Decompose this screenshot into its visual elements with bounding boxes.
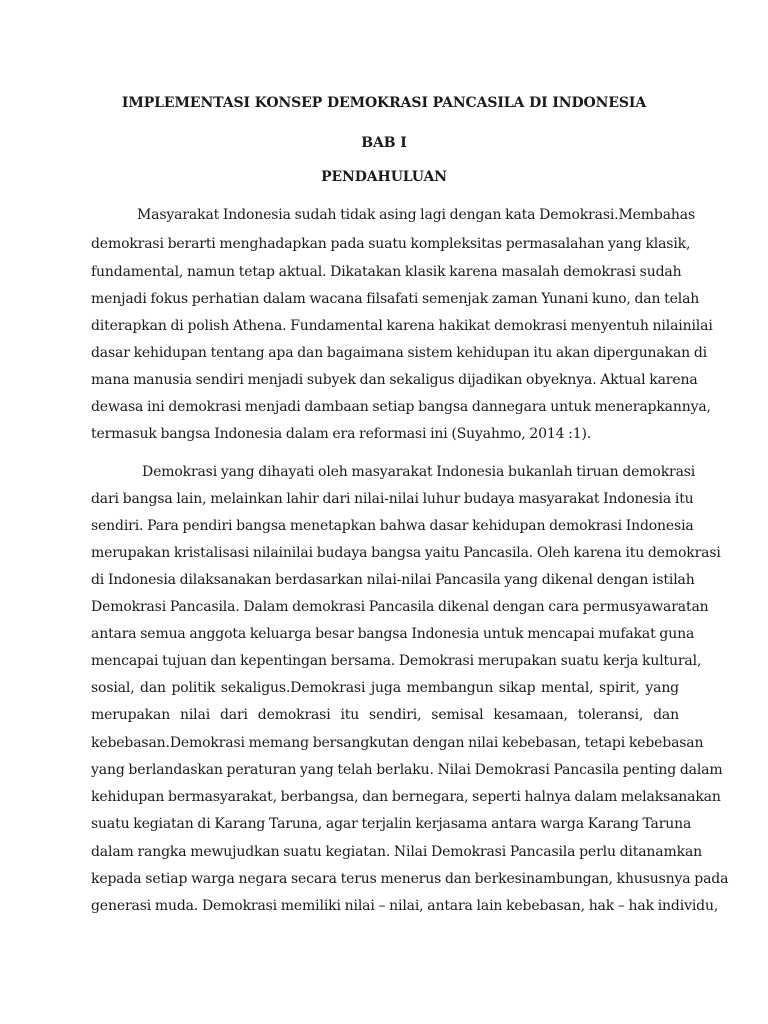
paragraph-line: Demokrasi yang dihayati oleh masyarakat Indonesia bukanlah tiruan demokrasi bbox=[142, 464, 696, 480]
paragraph-line: kebebasan.Demokrasi memang bersangkutan dengan nilai kebebasan, tetapi kebebasan bbox=[91, 735, 704, 751]
paragraph-line: demokrasi berarti menghadapkan pada suatu kompleksitas permasalahan yang klasik, bbox=[91, 236, 691, 252]
paragraph-line: dari bangsa lain, melainkan lahir dari nilai-nilai luhur budaya masyarakat Indonesia itu bbox=[91, 491, 694, 507]
paragraph-line: dasar kehidupan tentang apa dan bagaimana sistem kehidupan itu akan dipergunakan di bbox=[91, 345, 707, 361]
paragraph-line: mencapai tujuan dan kepentingan bersama. Demokrasi merupakan suatu kerja kultural, bbox=[91, 653, 702, 669]
paragraph-line: Masyarakat Indonesia sudah tidak asing lagi dengan kata Demokrasi.Membahas bbox=[137, 207, 696, 223]
section-heading: PENDAHULUAN bbox=[321, 169, 447, 185]
paragraph-line: Demokrasi Pancasila. Dalam demokrasi Pancasila dikenal dengan cara permusyawaratan bbox=[91, 599, 709, 615]
paragraph-line: merupakan nilai dari demokrasi itu sendiri, semisal kesamaan, toleransi, dan bbox=[91, 707, 679, 723]
document-title: IMPLEMENTASI KONSEP DEMOKRASI PANCASILA DI INDONESIA bbox=[121, 95, 647, 111]
paragraph-line: kehidupan bermasyarakat, berbangsa, dan bernegara, seperti halnya dalam melaksanakan bbox=[91, 789, 721, 805]
paragraph-line: termasuk bangsa Indonesia dalam era reformasi ini (Suyahmo, 2014 :1). bbox=[91, 426, 592, 442]
chapter-heading: BAB I bbox=[361, 135, 407, 151]
paragraph-line: dalam rangka mewujudkan suatu kegiatan. Nilai Demokrasi Pancasila perlu ditanamkan bbox=[91, 844, 703, 860]
paragraph-line: dewasa ini demokrasi menjadi dambaan setiap bangsa dannegara untuk menerapkannya, bbox=[91, 399, 711, 415]
paragraph-line: menjadi fokus perhatian dalam wacana filsafati semenjak zaman Yunani kuno, dan telah bbox=[91, 291, 700, 307]
paragraph-line: kepada setiap warga negara secara terus menerus dan berkesinambungan, khususnya pada bbox=[91, 871, 729, 887]
paragraph-line: diterapkan di polish Athena. Fundamental karena hakikat demokrasi menyentuh nilainilai bbox=[91, 318, 713, 334]
paragraph-line: di Indonesia dilaksanakan berdasarkan nilai-nilai Pancasila yang dikenal dengan istilah bbox=[91, 572, 695, 588]
paragraph-line: generasi muda. Demokrasi memiliki nilai – nilai, antara lain kebebasan, hak – hak individu, bbox=[91, 898, 719, 914]
paragraph-line: merupakan kristalisasi nilainilai budaya bangsa yaitu Pancasila. Oleh karena itu demokrasi bbox=[91, 545, 721, 561]
paragraph-line: mana manusia sendiri menjadi subyek dan sekaligus dijadikan obyeknya. Aktual karena bbox=[91, 372, 698, 388]
paragraph-line: suatu kegiatan di Karang Taruna, agar terjalin kerjasama antara warga Karang Taruna bbox=[91, 816, 692, 832]
paragraph-line: yang berlandaskan peraturan yang telah berlaku. Nilai Demokrasi Pancasila penting dalam bbox=[91, 762, 723, 778]
paragraph-line: sosial, dan politik sekaligus.Demokrasi juga membangun sikap mental, spirit, yang bbox=[91, 680, 679, 696]
paragraph-line: sendiri. Para pendiri bangsa menetapkan bahwa dasar kehidupan demokrasi Indonesia bbox=[91, 518, 694, 534]
paragraph-line: fundamental, namun tetap aktual. Dikatakan klasik karena masalah demokrasi sudah bbox=[91, 264, 682, 280]
paragraph-line: antara semua anggota keluarga besar bangsa Indonesia untuk mencapai mufakat guna bbox=[91, 626, 695, 642]
